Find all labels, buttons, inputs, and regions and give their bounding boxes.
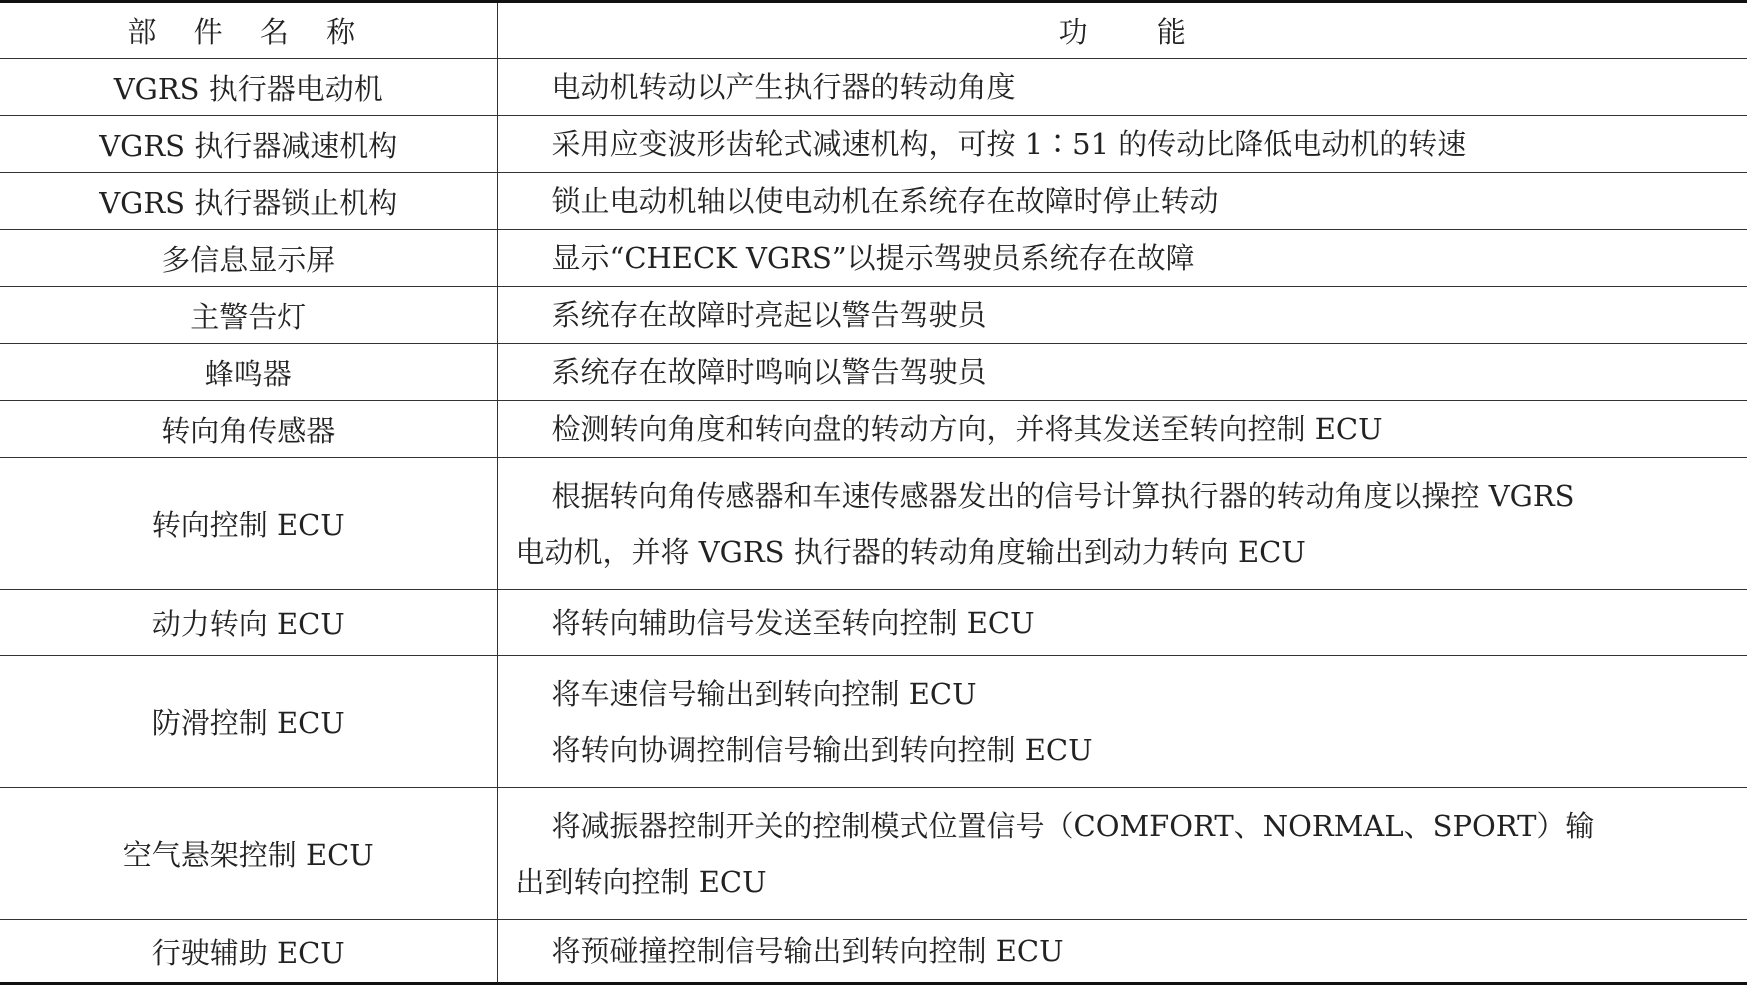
header-function: 功 能 bbox=[497, 2, 1747, 59]
table-row bbox=[0, 401, 1747, 458]
component-name-cell: 多信息显示屏 bbox=[0, 230, 497, 287]
component-name-cell: 蜂鸣器 bbox=[0, 344, 497, 401]
function-cell: 显示“CHECK VGRS”以提示驾驶员系统存在故障 bbox=[497, 230, 1747, 287]
function-cell: 电动机转动以产生执行器的转动角度 bbox=[497, 59, 1747, 116]
table-row bbox=[0, 116, 1747, 173]
function-cell: 锁止电动机轴以使电动机在系统存在故障时停止转动 bbox=[497, 173, 1747, 230]
table-row bbox=[0, 230, 1747, 287]
table-row bbox=[0, 344, 1747, 401]
header-row bbox=[0, 2, 1747, 59]
component-name-cell: VGRS 执行器电动机 bbox=[0, 59, 497, 116]
component-name-cell: 动力转向 ECU bbox=[0, 590, 497, 656]
component-name-cell: 行驶辅助 ECU bbox=[0, 920, 497, 984]
table-row bbox=[0, 287, 1747, 344]
table-row bbox=[0, 59, 1747, 116]
component-name-cell: VGRS 执行器锁止机构 bbox=[0, 173, 497, 230]
component-name-cell: 空气悬架控制 ECU bbox=[0, 788, 497, 920]
function-cell: 将减振器控制开关的控制模式位置信号（COMFORT、NORMAL、SPORT）输 出到转向控制 ECU bbox=[497, 788, 1747, 920]
component-name-cell: 防滑控制 ECU bbox=[0, 656, 497, 788]
table-row bbox=[0, 173, 1747, 230]
table-row bbox=[0, 590, 1747, 656]
component-name-cell: VGRS 执行器减速机构 bbox=[0, 116, 497, 173]
table-row bbox=[0, 458, 1747, 590]
function-cell: 将预碰撞控制信号输出到转向控制 ECU bbox=[497, 920, 1747, 984]
function-cell: 系统存在故障时鸣响以警告驾驶员 bbox=[497, 344, 1747, 401]
function-cell: 系统存在故障时亮起以警告驾驶员 bbox=[497, 287, 1747, 344]
function-cell: 根据转向角传感器和车速传感器发出的信号计算执行器的转动角度以操控 VGRS 电动机，并将 VGRS 执行器的转动角度输出到动力转向 ECU bbox=[497, 458, 1747, 590]
function-cell: 采用应变波形齿轮式减速机构，可按 1∶51 的传动比降低电动机的转速 bbox=[497, 116, 1747, 173]
function-cell: 检测转向角度和转向盘的转动方向，并将其发送至转向控制 ECU bbox=[497, 401, 1747, 458]
table-row bbox=[0, 656, 1747, 788]
component-name-cell: 转向角传感器 bbox=[0, 401, 497, 458]
function-cell: 将车速信号输出到转向控制 ECU 将转向协调控制信号输出到转向控制 ECU bbox=[497, 656, 1747, 788]
component-name-cell: 转向控制 ECU bbox=[0, 458, 497, 590]
component-name-cell: 主警告灯 bbox=[0, 287, 497, 344]
function-cell: 将转向辅助信号发送至转向控制 ECU bbox=[497, 590, 1747, 656]
table-row bbox=[0, 788, 1747, 920]
header-component-name: 部 件 名 称 bbox=[0, 2, 497, 59]
table-row bbox=[0, 920, 1747, 984]
